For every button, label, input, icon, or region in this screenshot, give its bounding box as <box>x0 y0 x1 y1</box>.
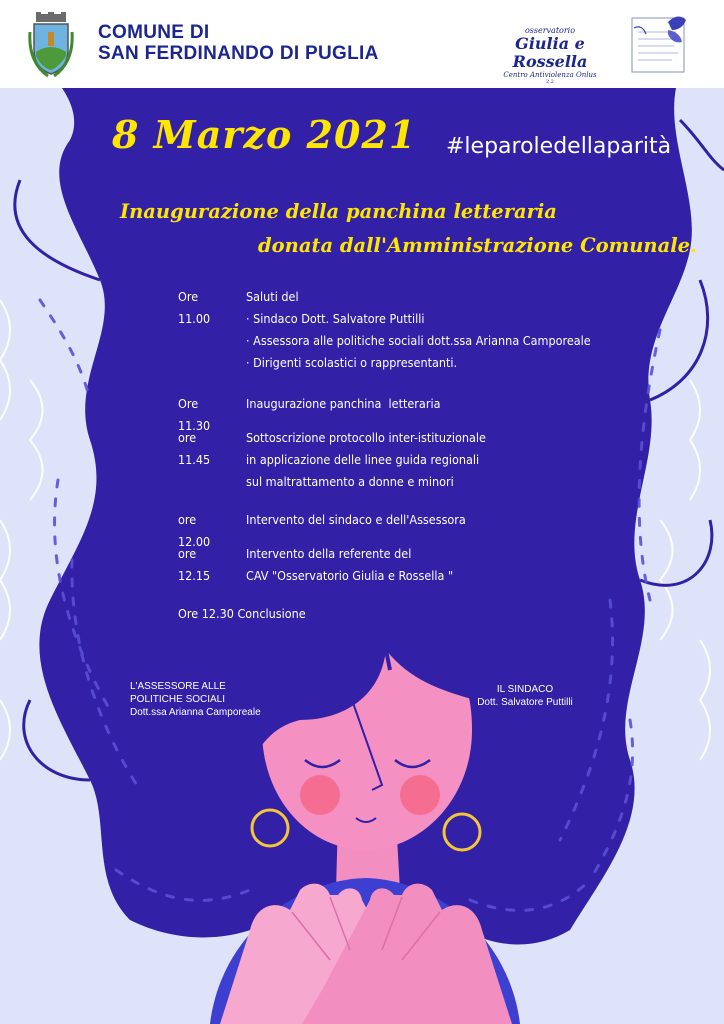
title-line-1: COMUNE DI <box>98 22 210 43</box>
schedule-time: ore 12.00 <box>178 512 211 549</box>
schedule-time: ore 11.45 <box>178 430 211 467</box>
schedule-time: Ore 11.00 <box>178 289 211 326</box>
schedule-line: Intervento del sindaco e dell'Assessora <box>246 512 466 527</box>
schedule-time: Ore 11.30 <box>178 396 211 433</box>
municipality-title <box>98 22 379 64</box>
observatory-subtitle: Centro Antiviolenza Onlus <box>503 71 597 79</box>
assessor-signature <box>130 680 261 719</box>
mayor-title: IL SINDACO <box>496 684 554 695</box>
observatory-name: Giulia e Rossella <box>512 34 588 71</box>
butterfly-paper-icon <box>622 12 694 76</box>
schedule-line: · Assessora alle politiche sociali dott.ssa Arianna Camporeale <box>246 333 591 348</box>
schedule-line: Saluti del <box>246 289 299 304</box>
schedule-line: CAV "Osservatorio Giulia e Rossella " <box>246 568 454 583</box>
assessor-name: Dott.ssa Arianna Camporeale <box>130 707 261 718</box>
subtitle-line-1: Inaugurazione della panchina letteraria <box>120 200 557 223</box>
title-line-2: SAN FERDINANDO DI PUGLIA <box>98 43 379 64</box>
schedule-line: Conclusione <box>237 606 306 621</box>
schedule-line: Intervento della referente del <box>246 546 412 561</box>
event-date: 8 Marzo 2021 <box>112 112 417 157</box>
schedule-time: Ore 12.30 <box>178 606 234 621</box>
schedule-line: Sottoscrizione protocollo inter-istituzionale <box>246 430 486 445</box>
observatory-top-text: osservatorio <box>524 26 576 35</box>
schedule-line: Inaugurazione panchina letteraria <box>246 396 441 411</box>
mayor-name: Dott. Salvatore Puttilli <box>477 697 573 708</box>
assessor-title-line-1: L'ASSESSORE ALLE <box>130 681 226 692</box>
municipal-crest-icon <box>28 12 74 78</box>
assessor-title-line-2: POLITICHE SOCIALI <box>130 694 226 705</box>
event-hashtag: #leparoledellaparità <box>446 134 672 159</box>
schedule-item <box>178 603 306 625</box>
schedule-time: ore 12.15 <box>178 546 211 583</box>
schedule-line: in applicazione delle linee guida regionali <box>246 452 480 467</box>
schedule-line: · Sindaco Dott. Salvatore Puttilli <box>246 311 425 326</box>
schedule-line: sul maltrattamento a donne e minori <box>246 474 454 489</box>
observatory-small-text: 2.2 <box>546 79 554 85</box>
observatory-logo <box>490 26 610 85</box>
subtitle-line-2: donata dall'Amministrazione Comunale. <box>258 234 697 257</box>
mayor-signature <box>460 683 590 709</box>
header-bar <box>0 0 724 88</box>
schedule-line: · Dirigenti scolastici o rappresentanti. <box>246 355 458 370</box>
